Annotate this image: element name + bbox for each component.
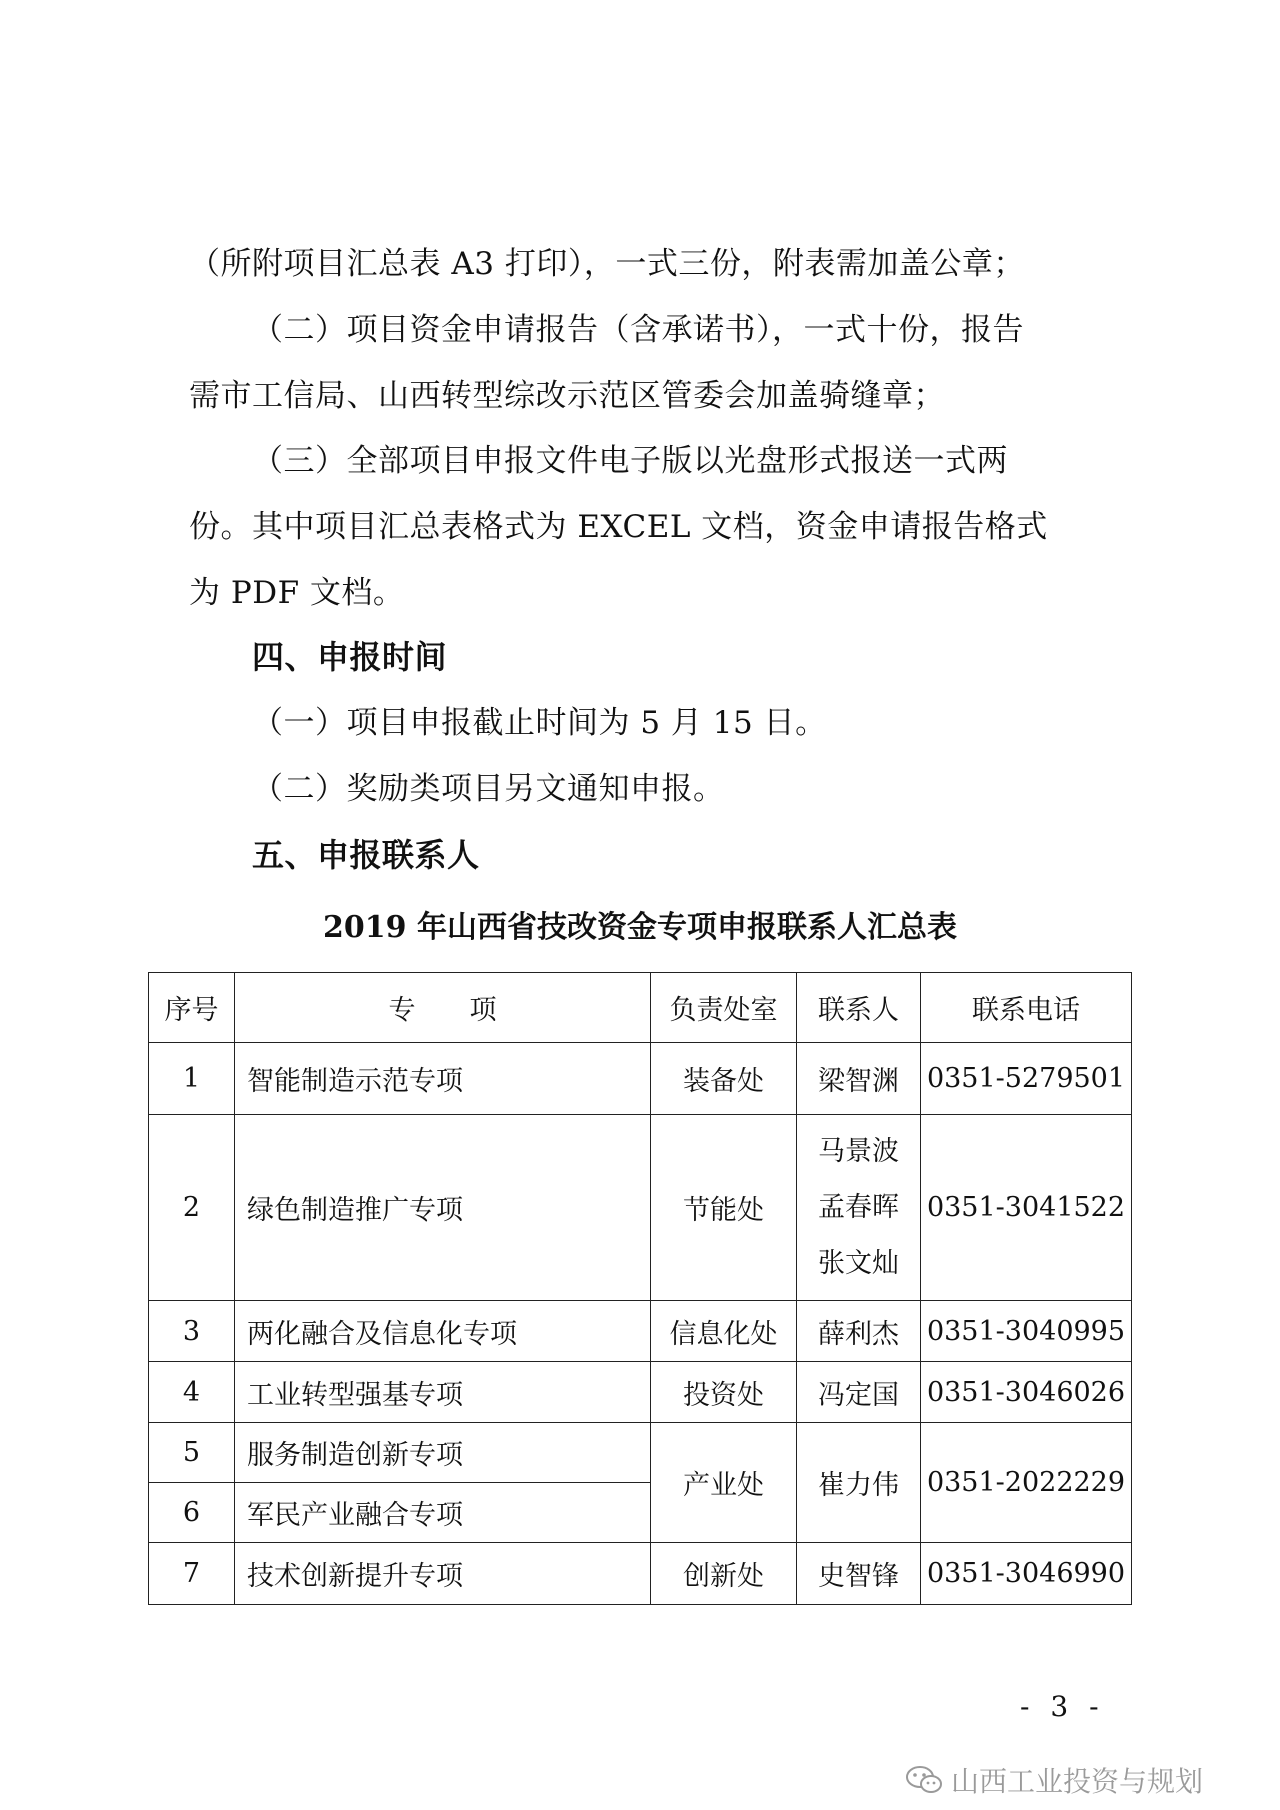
row-number: 5 [149, 1423, 235, 1483]
table-row [149, 1043, 1132, 1115]
paragraph-line: 为 PDF 文档。 [189, 575, 405, 611]
department: 产业处 [651, 1423, 797, 1543]
row-number: 3 [149, 1301, 235, 1362]
department: 节能处 [651, 1115, 797, 1301]
department: 信息化处 [651, 1301, 797, 1362]
contact-person: 马景波 [818, 1135, 899, 1167]
table-row [149, 1301, 1132, 1362]
phone-number: 0351-3041522 [921, 1115, 1132, 1301]
project-name: 服务制造创新专项 [235, 1423, 651, 1483]
section-item: （二）奖励类项目另文通知申报。 [252, 771, 725, 807]
header-cell: 专 项 [235, 973, 651, 1043]
table-row [149, 1543, 1132, 1605]
table-row [149, 1115, 1132, 1301]
table-header-row [149, 973, 1132, 1043]
row-number: 6 [149, 1483, 235, 1543]
row-number: 1 [149, 1043, 235, 1115]
table-row [149, 1362, 1132, 1423]
wechat-icon [905, 1765, 943, 1795]
contact-person: 张文灿 [818, 1247, 899, 1279]
contact-person: 薛利杰 [797, 1301, 921, 1362]
contact-person: 冯定国 [797, 1362, 921, 1423]
phone-number: 0351-3040995 [921, 1301, 1132, 1362]
project-name: 绿色制造推广专项 [235, 1115, 651, 1301]
paragraph-line: 份。其中项目汇总表格式为 EXCEL 文档，资金申请报告格式 [189, 509, 1048, 545]
section-heading-5: 五、申报联系人 [252, 836, 480, 874]
project-name: 工业转型强基专项 [235, 1362, 651, 1423]
project-name: 两化融合及信息化专项 [235, 1301, 651, 1362]
department: 装备处 [651, 1043, 797, 1115]
contacts-table [148, 972, 1132, 1605]
row-number: 2 [149, 1115, 235, 1301]
paragraph-line: （三）全部项目申报文件电子版以光盘形式报送一式两 [252, 443, 1008, 479]
contact-person-list [797, 1115, 921, 1301]
contact-person: 梁智渊 [797, 1043, 921, 1115]
row-number: 7 [149, 1543, 235, 1605]
header-cell: 联系电话 [921, 973, 1132, 1043]
phone-number: 0351-2022229 [921, 1423, 1132, 1543]
project-name: 技术创新提升专项 [235, 1543, 651, 1605]
header-cell: 联系人 [797, 973, 921, 1043]
row-number: 4 [149, 1362, 235, 1423]
header-cell: 序号 [149, 973, 235, 1043]
watermark [905, 1760, 1203, 1800]
page-number: - 3 - [1020, 1690, 1105, 1723]
phone-number: 0351-5279501 [921, 1043, 1132, 1115]
table-row [149, 1423, 1132, 1483]
contact-person: 崔力伟 [797, 1423, 921, 1543]
department: 投资处 [651, 1362, 797, 1423]
section-item: （一）项目申报截止时间为 5 月 15 日。 [252, 705, 827, 741]
header-cell: 负责处室 [651, 973, 797, 1043]
table-title: 2019 年山西省技改资金专项申报联系人汇总表 [323, 910, 957, 945]
paragraph-line: （所附项目汇总表 A3 打印），一式三份，附表需加盖公章； [189, 246, 1025, 282]
contact-person: 孟春晖 [818, 1191, 899, 1223]
department: 创新处 [651, 1543, 797, 1605]
project-name: 智能制造示范专项 [235, 1043, 651, 1115]
phone-number: 0351-3046990 [921, 1543, 1132, 1605]
contact-person: 史智锋 [797, 1543, 921, 1605]
phone-number: 0351-3046026 [921, 1362, 1132, 1423]
paragraph-line: 需市工信局、山西转型综改示范区管委会加盖骑缝章； [189, 378, 945, 414]
section-heading-4: 四、申报时间 [252, 638, 448, 676]
project-name: 军民产业融合专项 [235, 1483, 651, 1543]
watermark-text: 山西工业投资与规划 [951, 1765, 1204, 1798]
paragraph-line: （二）项目资金申请报告（含承诺书），一式十份，报告 [252, 312, 1024, 348]
